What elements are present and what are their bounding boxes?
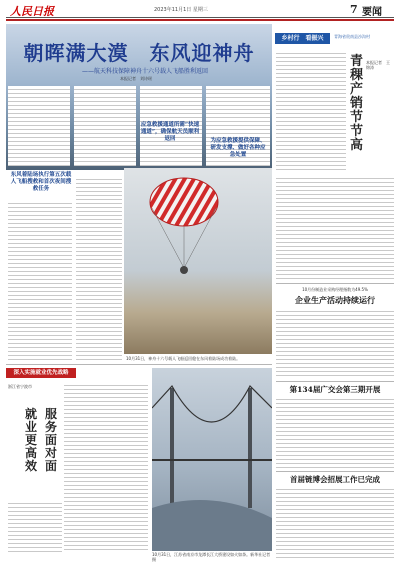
right-top-title: 青稞产销节节高	[350, 54, 364, 153]
right-top-byline: 本报记者 王锦涛	[366, 60, 390, 70]
lead-headline: 朝晖满大漠 东风迎神舟	[23, 41, 255, 65]
parachute-icon	[124, 168, 272, 354]
right-bottom-title: 首届链博会招展工作已完成	[290, 475, 380, 484]
right-bottom-column	[276, 486, 394, 558]
bottom-left-column-2	[8, 500, 62, 552]
lead-callout-left: 东风着陆场执行第五次载人飞船搜救和首次夜间搜救任务	[10, 172, 72, 192]
right-low-title: 第134届广交会第三期开展	[289, 385, 381, 394]
divider-3	[276, 471, 394, 472]
divider-4	[6, 364, 272, 365]
right-mid-title: 企业生产活动持续运行	[295, 295, 375, 305]
lead-column-1	[8, 86, 70, 166]
bridge-photo-caption: 10月31日，江苏省南京市龙潭长江大桥建设如火如荼。新华社记者 摄	[152, 552, 271, 562]
right-top-column-2	[276, 175, 394, 280]
bridge-photo	[152, 368, 272, 551]
date-line: 2023年11月1日 星期三	[154, 7, 208, 13]
masthead-rule	[6, 19, 394, 21]
feature-label: 深入实施就业优先战略	[6, 368, 76, 378]
lead-callout-mid: 应急救援通道所需“快速通道”，确保航天员顺利返回	[140, 122, 200, 142]
divider-2	[276, 381, 394, 382]
lead-photo	[124, 168, 272, 354]
lead-subheadline: ——航天科技保障神舟十六号载人飞船胜利返回	[81, 68, 208, 75]
bottom-left-column	[64, 382, 148, 552]
bridge-icon	[152, 368, 272, 551]
column-label: 乡村行 看振兴	[275, 33, 330, 44]
bottom-left-title-b: 就业更高效	[25, 407, 38, 473]
left-column-text-2	[76, 176, 122, 362]
right-mid-lead: 10月份制造业采购经理指数为49.5%	[302, 287, 368, 292]
right-top-column-1	[276, 50, 346, 170]
page-number: 7	[350, 3, 358, 16]
bottom-left-title-a: 服务面对面	[45, 407, 58, 473]
right-top-dek: 青海省贵南县沙沟村	[334, 34, 370, 39]
lead-column-2	[74, 86, 136, 166]
right-mid-column	[276, 308, 394, 378]
lead-callout-right: 为应急救援提供保障、研发支撑、做好各种应急处置	[210, 138, 266, 158]
section-name: 要闻	[362, 7, 382, 18]
divider	[276, 283, 394, 284]
right-low-column	[276, 396, 394, 468]
masthead	[6, 3, 394, 18]
lead-byline: 本报记者 刘诗瑶	[120, 76, 152, 81]
newspaper-logo: 人民日报	[10, 5, 54, 18]
left-column-text	[8, 200, 72, 362]
lead-photo-caption: 10月31日，神舟十六号载人飞船返回舱在东风着陆场成功着陆。	[126, 356, 241, 361]
bottom-left-dek: 浙江省宁波市	[8, 384, 32, 389]
